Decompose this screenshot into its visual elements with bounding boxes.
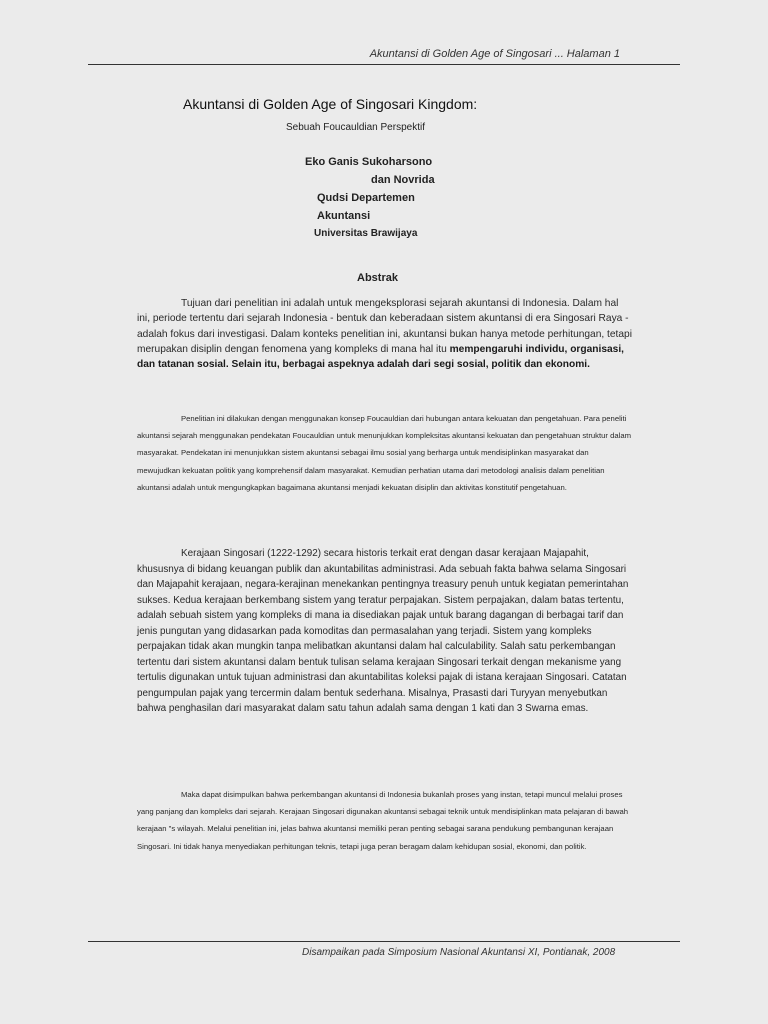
author-affiliation: Universitas Brawijaya: [314, 228, 418, 239]
abstract-paragraph-1: [137, 296, 633, 372]
paragraph-3-text: Kerajaan Singosari (1222-1292) secara historis terkait erat dengan dasar kerajaan Majapahit, khususnya di bidang keuangan publik dan akuntabilitas administrasi. Ada sebuah fakta bahwa selama Singosari dan Majapahit kerajaan, negara-kerajinan menekankan pentingnya treasury penuh untuk kegiatan pemerintahan sukses. Kedua kerajaan berkembang sistem yang teratur perpajakan. Sistem perpajakan, dalam batas tertentu, adalah sebuah sistem yang kompleks di mana ia disediakan pajak untuk barang dagangan di berbagai tarif dan jenis pungutan yang didasarkan pada komoditas dan permasalahan yang terjadi. Sistem yang kompleks perpajakan tidak akan mungkin tanpa melibatkan akuntansi dalam hal calculability. Salah satu perkembangan tertentu dari sistem akuntansi dalam bentuk tulisan selama kerajaan Singosari terkait dengan mekanisme yang tertulis digunakan untuk tujuan administrasi dan akuntabilitas koleksi pajak di istana kerajaan Singosari. Catatan pengumpulan pajak yang tercermin dalam bentuk sederhana. Misalnya, Prasasti dari Turyyan menyebutkan bahwa penghasilan dari masyarakat dalam satu tahun adalah sama dengan 1 kati dan 3 Swarna emas.: [137, 548, 629, 714]
footer-divider: [88, 941, 680, 942]
paragraph-4-text: Maka dapat disimpulkan bahwa perkembangan akuntansi di Indonesia bukanlah proses yang instan, tetapi muncul melalui proses yang panjang dan kompleks dari sejarah. Kerajaan Singosari digunakan akuntansi sebagai teknik untuk mendisiplinkan mata pelajaran di bawah kerajaan "s wilayah. Melalui penelitian ini, jelas bahwa akuntansi memiliki peran penting sebagai sarana pendukung pembangunan kerajaan Singosari. Ini tidak hanya menyediakan perhitungan teknis, tetapi juga peran beragam dalam kehidupan sosial, ekonomi, dan politik.: [137, 790, 629, 851]
abstract-paragraph-4: [137, 786, 633, 855]
paragraph-1-bold-text: mempengaruhi individu, organisasi, dan tatanan sosial. Selain itu, berbagai aspeknya adalah dari segi sosial, politik dan ekonomi.: [137, 343, 624, 371]
author-line-2: dan Novrida: [371, 174, 435, 186]
paragraph-2-text: Penelitian ini dilakukan dengan menggunakan konsep Foucauldian dari hubungan antara kekuatan dan pengetahuan. Para peneliti akuntansi sejarah menggunakan pendekatan Foucauldian untuk menunjukkan kompleksitas akuntansi kekuatan dan pengetahuan struktur dalam masyarakat. Pendekatan ini menunjukkan sistem akuntansi sebagai ilmu sosial yang berharga untuk mendisiplinkan masyarakat dan mewujudkan kekuatan politik yang komprehensif dalam masyarakat. Kemudian perhatian utama dari metodologi analisis dalam penelitian akuntansi adalah untuk mengungkapkan bagaimana akuntansi menjadi kekuatan disiplin dan aktivitas konstitutif pengetahuan.: [137, 414, 632, 492]
paragraph-1-text: Tujuan dari penelitian ini adalah untuk mengeksplorasi sejarah akuntansi di Indonesia. Dalam hal ini, periode tertentu dari sejarah Indonesia - bentuk dan keberadaan sistem akuntansi di era Singosari Raya - adalah fokus dari investigasi. Dalam konteks penelitian ini, akuntansi bukan hanya metode perhitungan, tetapi merupakan disiplin dengan fenomena yang kompleks di mana hal itu: [137, 298, 632, 355]
header-divider: [88, 64, 680, 65]
abstract-paragraph-3: [137, 546, 633, 717]
paper-subtitle: Sebuah Foucauldian Perspektif: [286, 122, 425, 133]
author-line-1: Eko Ganis Sukoharsono: [305, 156, 433, 168]
abstract-paragraph-2: [137, 410, 633, 496]
footer-note: Disampaikan pada Simposium Nasional Akuntansi XI, Pontianak, 2008: [302, 947, 616, 958]
paper-title: Akuntansi di Golden Age of Singosari Kingdom:: [183, 96, 478, 112]
author-line-3: Qudsi Departemen: [317, 192, 415, 204]
running-header: Akuntansi di Golden Age of Singosari ... Halaman 1: [369, 48, 620, 60]
author-line-4: Akuntansi: [317, 210, 371, 222]
abstract-heading: Abstrak: [357, 272, 398, 284]
